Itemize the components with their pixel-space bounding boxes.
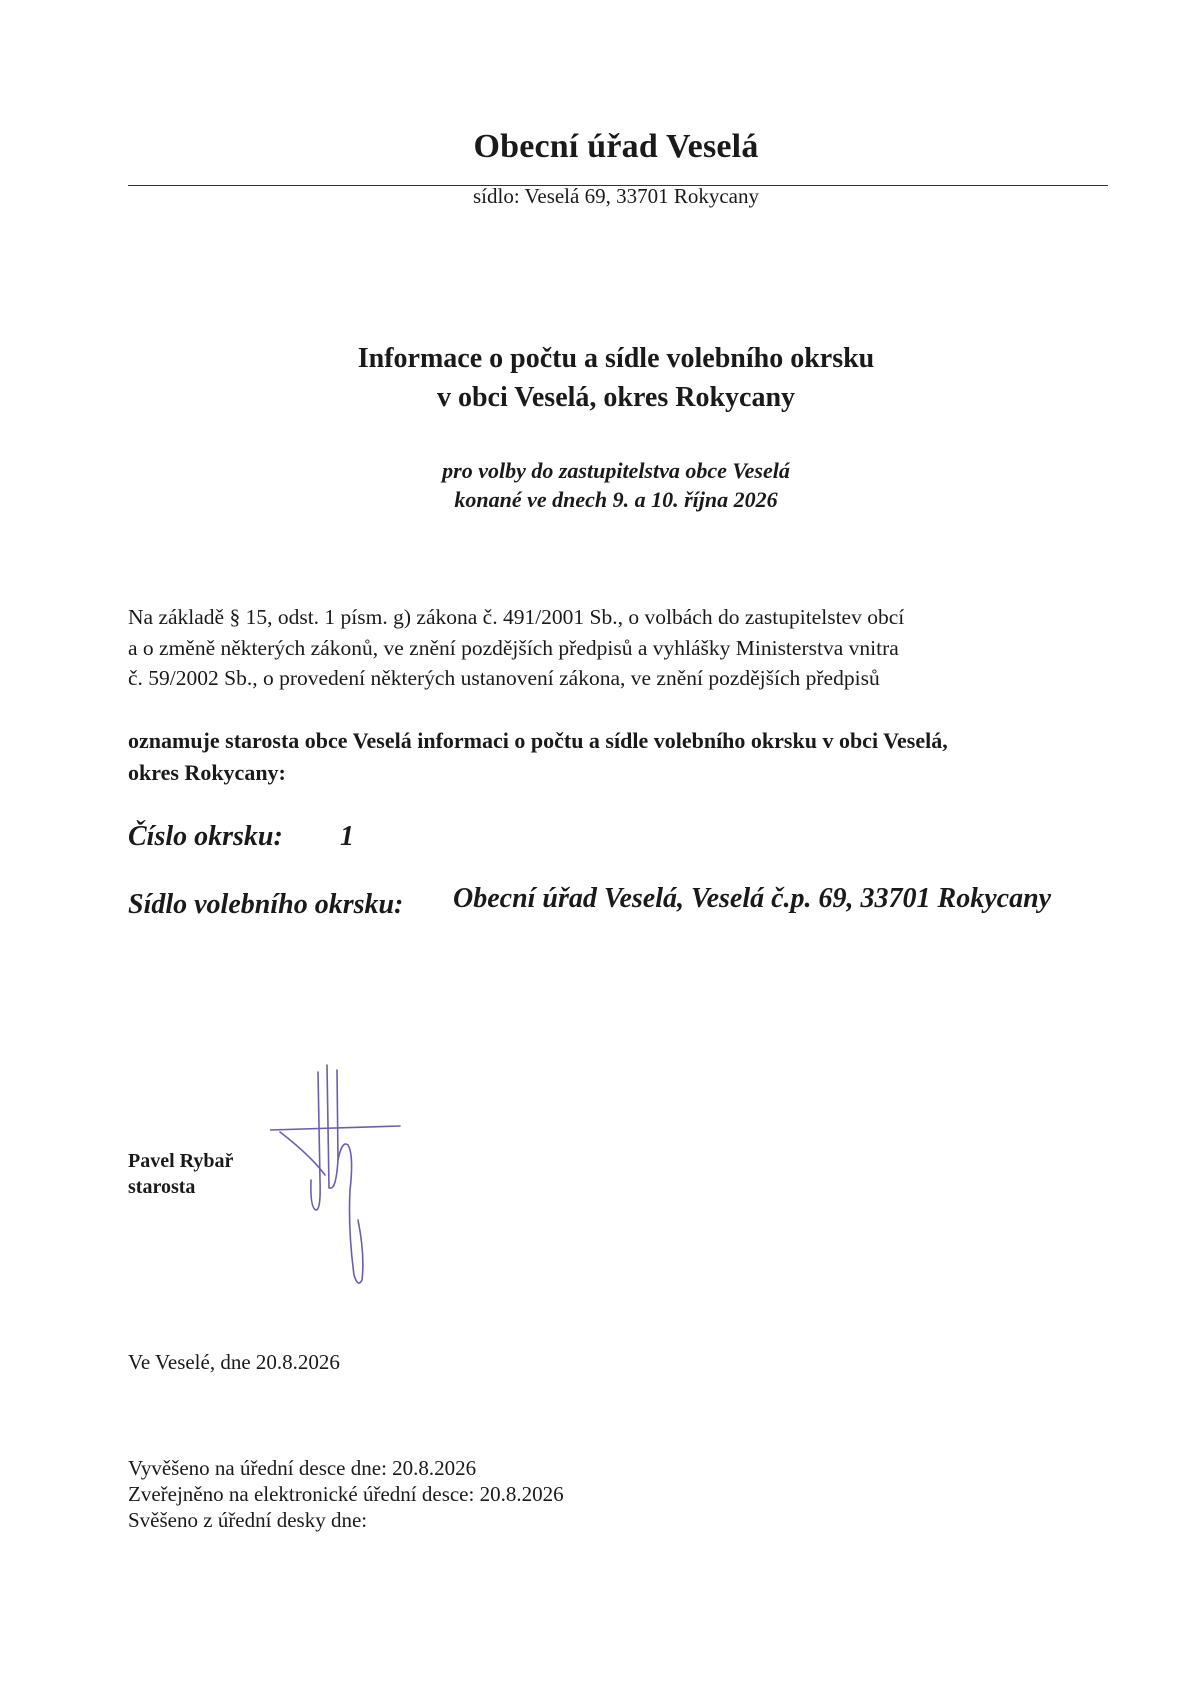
district-seat-label: Sídlo volebního okrsku: — [128, 889, 404, 920]
district-seat-value: Obecní úřad Veselá, Veselá č.p. 69, 33701 Rokycany — [453, 883, 1052, 914]
place-and-date: Ve Veselé, dne 20.8.2026 — [128, 1350, 340, 1374]
document-subtitle-line-2: konané ve dnech 9. a 10. října 2026 — [454, 487, 778, 512]
office-name: Obecní úřad Veselá — [473, 128, 759, 165]
document-subtitle-line-1: pro volby do zastupitelstva obce Veselá — [442, 458, 790, 483]
legal-basis-line-1: Na základě § 15, odst. 1 písm. g) zákona č. 491/2001 Sb., o volbách do zastupitelstev obcí — [128, 605, 905, 629]
signatory-role: starosta — [128, 1176, 196, 1198]
document-title-line-1: Informace o počtu a sídle volebního okrsku — [357, 343, 875, 374]
posted-on-board: Vyvěšeno na úřední desce dne: 20.8.2026 — [128, 1456, 477, 1480]
legal-basis-line-2: a o změně některých zákonů, ve znění pozdějších předpisů a vyhlášky Ministerstva vnitra — [128, 636, 899, 660]
announcement-line-1: oznamuje starosta obce Veselá informaci o počtu a sídle volebního okrsku v obci Veselá, — [128, 728, 948, 753]
published-electronic-board: Zveřejněno na elektronické úřední desce: 20.8.2026 — [128, 1482, 564, 1506]
signatory-name: Pavel Rybař — [128, 1150, 234, 1172]
handwritten-signature — [270, 1060, 410, 1290]
document-title-line-2: v obci Veselá, okres Rokycany — [436, 382, 796, 413]
removed-from-board: Svěšeno z úřední desky dne: — [128, 1508, 368, 1532]
district-number-label: Číslo okrsku: — [128, 821, 283, 852]
announcement-line-2: okres Rokycany: — [128, 760, 286, 785]
district-number-value: 1 — [340, 821, 354, 852]
legal-basis-line-3: č. 59/2002 Sb., o provedení některých ustanovení zákona, ve znění pozdějších předpisů — [128, 666, 880, 690]
office-address: sídlo: Veselá 69, 33701 Rokycany — [472, 184, 759, 208]
